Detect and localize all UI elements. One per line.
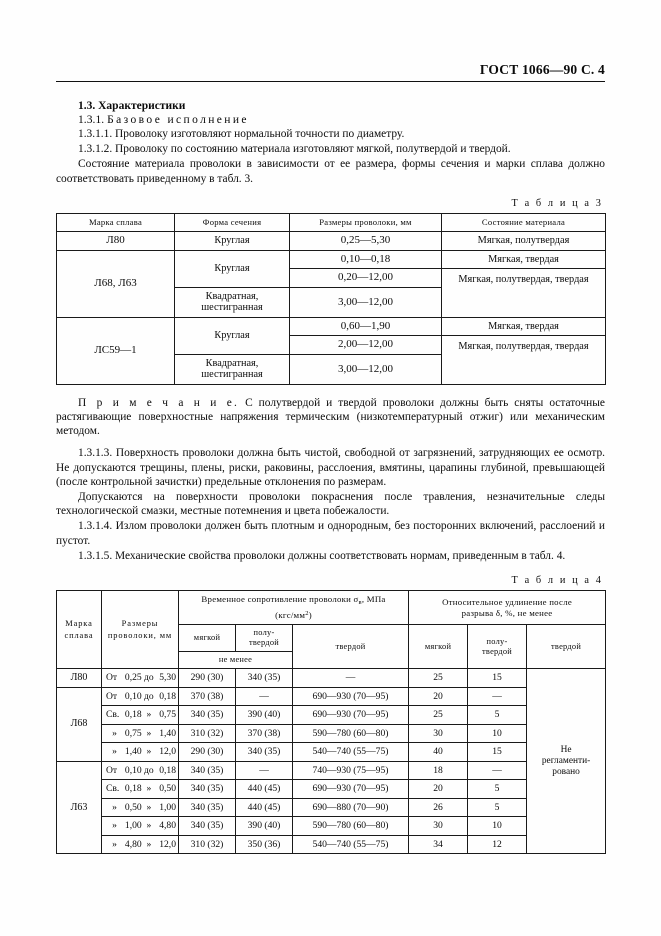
table-3 bbox=[56, 213, 606, 385]
table-row bbox=[57, 317, 606, 336]
cell-tensile-semi: 340 (35) bbox=[236, 669, 293, 688]
table-4 bbox=[56, 590, 606, 854]
table-row bbox=[57, 817, 606, 836]
th-elong-hard: твердой bbox=[527, 625, 606, 669]
cell-size bbox=[102, 706, 179, 725]
size-sep: до bbox=[144, 764, 154, 776]
table-row bbox=[57, 761, 606, 780]
size-prefix: От bbox=[106, 690, 118, 702]
size-range bbox=[106, 746, 176, 758]
cell-tensile-soft: 290 (30) bbox=[179, 669, 236, 688]
cell-tensile-semi: — bbox=[236, 687, 293, 706]
cell-shape: Круглая bbox=[175, 232, 290, 251]
cell-size: 3,00—12,00 bbox=[290, 287, 442, 317]
size-to: 4,80 bbox=[159, 820, 176, 832]
size-to: 12,0 bbox=[159, 838, 176, 850]
size-sep: » bbox=[146, 783, 152, 795]
table-row bbox=[57, 669, 606, 688]
cell-size: 0,25—5,30 bbox=[290, 232, 442, 251]
cell-mark: Л80 bbox=[57, 669, 102, 688]
size-to: 1,00 bbox=[159, 801, 176, 813]
th-elong-semi-2: твердой bbox=[482, 646, 513, 656]
cell-tensile-soft: 340 (35) bbox=[179, 706, 236, 725]
th-tensile-semi bbox=[236, 625, 293, 652]
cell-size bbox=[102, 743, 179, 762]
page-header bbox=[56, 62, 605, 82]
table-row bbox=[57, 724, 606, 743]
cell-elong-semi: 5 bbox=[468, 706, 527, 725]
cell-elong-semi: 5 bbox=[468, 780, 527, 799]
not-regulated-1: Не bbox=[560, 744, 572, 755]
size-sep: » bbox=[146, 709, 152, 721]
size-sep: до bbox=[144, 672, 154, 684]
size-to: 12,0 bbox=[159, 746, 176, 758]
th-size: Размеры проволоки, мм bbox=[290, 213, 442, 232]
table-4-caption: Т а б л и ц а 4 bbox=[511, 575, 603, 587]
cell-tensile-hard: 690—880 (70—90) bbox=[293, 798, 409, 817]
size-range bbox=[106, 765, 176, 777]
cell-elong-semi: 15 bbox=[468, 669, 527, 688]
cell-elong-semi: — bbox=[468, 761, 527, 780]
cell-tensile-semi: 390 (40) bbox=[236, 817, 293, 836]
cell-elong-soft: 18 bbox=[409, 761, 468, 780]
cell-tensile-semi: — bbox=[236, 761, 293, 780]
cell-tensile-semi: 390 (40) bbox=[236, 706, 293, 725]
cell-tensile-hard: 690—930 (70—95) bbox=[293, 780, 409, 799]
cell-size bbox=[102, 798, 179, 817]
size-from: 0,18 bbox=[124, 783, 142, 795]
th-tensile-soft: мягкой bbox=[179, 625, 236, 652]
size-to: 0,75 bbox=[159, 709, 176, 721]
th-tensile-hard: твердой bbox=[293, 625, 409, 669]
cell-tensile-hard: 690—930 (70—95) bbox=[293, 687, 409, 706]
size-prefix: » bbox=[112, 820, 117, 832]
cell-elong-soft: 30 bbox=[409, 724, 468, 743]
paragraph-allowed: Допускаются на поверхности проволоки покраснения после травления, незначительные следы технологической смазки, местные потемнения и цвета побежалости. bbox=[56, 491, 605, 518]
cell-size bbox=[102, 687, 179, 706]
cell-size bbox=[102, 817, 179, 836]
cell-elong-semi: 15 bbox=[468, 743, 527, 762]
cell-tensile-semi: 370 (38) bbox=[236, 724, 293, 743]
cell-mark: Л68 bbox=[57, 687, 102, 761]
size-prefix: » bbox=[112, 746, 117, 758]
cell-size: 3,00—12,00 bbox=[290, 354, 442, 384]
cell-shape: Квадратная, шестигранная bbox=[175, 287, 290, 317]
th-size bbox=[102, 591, 179, 669]
paragraph-1-3-1-1: 1.3.1.1. Проволоку изготовляют нормальной точности по диаметру. bbox=[78, 128, 405, 140]
paragraph-1-3-1-2: 1.3.1.2. Проволоку по состоянию материала изготовляют мягкой, полутвердой и твердой. bbox=[78, 143, 511, 156]
cell-tensile-soft: 310 (32) bbox=[179, 724, 236, 743]
size-sep: » bbox=[146, 820, 152, 832]
standard-designation: ГОСТ 1066—90 С. 4 bbox=[479, 62, 605, 77]
cell-size: 2,00—12,00 bbox=[290, 336, 442, 355]
paragraph-note bbox=[56, 396, 605, 439]
th-elong-part2: разрыва δ, %, не менее bbox=[461, 607, 553, 618]
cell-tensile-soft: 370 (38) bbox=[179, 687, 236, 706]
cell-tensile-soft: 340 (35) bbox=[179, 817, 236, 836]
paragraph-1-3-1-4: 1.3.1.4. Излом проволоки должен быть плотным и однородным, без посторонних включений, расслоений и пустот. bbox=[56, 520, 605, 547]
table-row bbox=[57, 835, 606, 854]
th-tensile-semi-2: твердой bbox=[248, 638, 280, 648]
cell-size bbox=[102, 724, 179, 743]
size-range bbox=[106, 672, 176, 684]
th-tensile-semi-1: полу- bbox=[253, 628, 275, 638]
size-range bbox=[106, 709, 176, 721]
size-from: 0,50 bbox=[124, 801, 142, 813]
size-range bbox=[106, 691, 176, 703]
cell-tensile-hard: 540—740 (55—75) bbox=[293, 743, 409, 762]
table-3-caption: Т а б л и ц а 3 bbox=[511, 197, 603, 209]
th-group-tensile-strength bbox=[179, 591, 409, 625]
table-row bbox=[57, 798, 606, 817]
table-row bbox=[57, 687, 606, 706]
cell-tensile-hard: 590—780 (60—80) bbox=[293, 817, 409, 836]
cell-elong-soft: 25 bbox=[409, 669, 468, 688]
not-regulated-2: регламенти- bbox=[541, 755, 591, 766]
th-tensile-part2: , МПа bbox=[361, 594, 386, 605]
size-to: 1,40 bbox=[159, 727, 176, 739]
size-to: 0,50 bbox=[159, 783, 176, 795]
size-from: 0,75 bbox=[124, 727, 142, 739]
size-from: 1,00 bbox=[124, 820, 142, 832]
th-not-less: не менее bbox=[179, 652, 293, 669]
cell-tensile-semi: 440 (45) bbox=[236, 780, 293, 799]
cell-shape: Квадратная, шестигранная bbox=[175, 354, 290, 384]
cell-size: 0,10—0,18 bbox=[290, 250, 442, 269]
cell-tensile-semi: 350 (36) bbox=[236, 835, 293, 854]
cell-elong-semi: 10 bbox=[468, 724, 527, 743]
table-row bbox=[57, 213, 606, 232]
cell-state: Мягкая, полутвердая, твердая bbox=[442, 336, 606, 385]
cell-size bbox=[102, 780, 179, 799]
cell-tensile-soft: 310 (32) bbox=[179, 835, 236, 854]
section-title-1-3-1 bbox=[78, 114, 605, 126]
cell-tensile-hard: 740—930 (75—95) bbox=[293, 761, 409, 780]
th-group-elongation bbox=[409, 591, 606, 625]
table-row bbox=[57, 250, 606, 269]
cell-mark: Л80 bbox=[57, 232, 175, 251]
paragraph-1-3-1-5: 1.3.1.5. Механические свойства проволоки должны соответствовать нормам, приведенным в табл. 4. bbox=[78, 549, 566, 562]
cell-tensile-soft: 340 (35) bbox=[179, 780, 236, 799]
size-prefix: Св. bbox=[106, 709, 120, 721]
th-mark: Марка сплава bbox=[57, 213, 175, 232]
size-from: 0,25 bbox=[124, 672, 142, 684]
cell-shape: Круглая bbox=[175, 317, 290, 354]
cell-state: Мягкая, твердая bbox=[442, 250, 606, 269]
cell-elong-semi: — bbox=[468, 687, 527, 706]
size-range bbox=[106, 802, 176, 814]
size-from: 0,18 bbox=[124, 709, 142, 721]
size-range bbox=[106, 820, 176, 832]
table-row bbox=[57, 743, 606, 762]
size-sep: » bbox=[146, 727, 152, 739]
table-row bbox=[57, 780, 606, 799]
section-number: 1.3.1. bbox=[78, 114, 105, 126]
cell-tensile-hard: — bbox=[293, 669, 409, 688]
th-tensile-units-end: ) bbox=[308, 610, 312, 621]
cell-elong-soft: 40 bbox=[409, 743, 468, 762]
cell-tensile-soft: 290 (30) bbox=[179, 743, 236, 762]
cell-mark: ЛС59—1 bbox=[57, 317, 175, 384]
th-size-label: Размеры проволоки, мм bbox=[107, 619, 173, 640]
size-prefix: » bbox=[112, 838, 117, 850]
page-content bbox=[56, 62, 605, 854]
not-regulated-3: ровано bbox=[552, 766, 580, 777]
size-prefix: От bbox=[106, 672, 118, 684]
cell-state: Мягкая, полутвердая bbox=[442, 232, 606, 251]
th-elong-semi-1: полу- bbox=[486, 636, 508, 646]
size-sep: » bbox=[146, 801, 152, 813]
size-prefix: От bbox=[106, 764, 118, 776]
cell-elong-soft: 26 bbox=[409, 798, 468, 817]
size-from: 0,10 bbox=[124, 690, 142, 702]
section-label: Базовое исполнение bbox=[107, 114, 249, 126]
cell-elong-soft: 30 bbox=[409, 817, 468, 836]
cell-size bbox=[102, 761, 179, 780]
paragraph-material-state: Состояние материала проволоки в зависимости от ее размера, формы сечения и марки сплава должно соответствовать приведенному в табл. 3. bbox=[56, 158, 605, 185]
size-from: 4,80 bbox=[124, 838, 142, 850]
cell-state: Мягкая, твердая bbox=[442, 317, 606, 336]
cell-elong-semi: 10 bbox=[468, 817, 527, 836]
size-prefix: » bbox=[112, 801, 117, 813]
table-row bbox=[57, 706, 606, 725]
th-tensile-units-sup: 2 bbox=[305, 610, 309, 618]
th-elong-soft: мягкой bbox=[409, 625, 468, 669]
cell-elong-soft: 20 bbox=[409, 780, 468, 799]
cell-shape: Круглая bbox=[175, 250, 290, 287]
cell-elong-soft: 25 bbox=[409, 706, 468, 725]
cell-elong-semi: 5 bbox=[468, 798, 527, 817]
cell-elong-soft: 34 bbox=[409, 835, 468, 854]
cell-tensile-hard: 690—930 (70—95) bbox=[293, 706, 409, 725]
cell-size bbox=[102, 669, 179, 688]
th-elong-part1: Относительное удлинение после bbox=[442, 596, 573, 607]
size-to: 0,18 bbox=[159, 690, 176, 702]
th-mark-label: Марка сплава bbox=[64, 619, 94, 640]
cell-not-regulated bbox=[527, 669, 606, 854]
size-range bbox=[106, 783, 176, 795]
table-row bbox=[57, 232, 606, 251]
size-sep: до bbox=[144, 690, 154, 702]
size-prefix: Св. bbox=[106, 783, 120, 795]
size-sep: » bbox=[146, 746, 152, 758]
cell-mark: Л63 bbox=[57, 761, 102, 854]
th-shape: Форма сечения bbox=[175, 213, 290, 232]
th-elong-semi bbox=[468, 625, 527, 669]
note-body: С полутвердой и твердой проволоки должны быть сняты остаточные растягивающие поверхностные напряжения термическим (низкотемпературный отжиг) или механическим методом. bbox=[56, 396, 605, 438]
cell-elong-semi: 12 bbox=[468, 835, 527, 854]
table-row bbox=[57, 591, 606, 625]
size-from: 1,40 bbox=[124, 746, 142, 758]
cell-state: Мягкая, полутвердая, твердая bbox=[442, 269, 606, 318]
th-tensile-part1: Временное сопротивление проволоки σ bbox=[201, 594, 359, 605]
size-to: 0,18 bbox=[159, 764, 176, 776]
cell-tensile-hard: 590—780 (60—80) bbox=[293, 724, 409, 743]
th-tensile-subscript: в bbox=[358, 599, 362, 607]
cell-tensile-soft: 340 (35) bbox=[179, 761, 236, 780]
size-range bbox=[106, 839, 176, 851]
cell-tensile-semi: 340 (35) bbox=[236, 743, 293, 762]
note-label: П р и м е ч а н и е. bbox=[78, 396, 240, 409]
size-sep: » bbox=[146, 838, 152, 850]
cell-size: 0,20—12,00 bbox=[290, 269, 442, 288]
cell-size bbox=[102, 835, 179, 854]
cell-size: 0,60—1,90 bbox=[290, 317, 442, 336]
section-title-1-3: 1.3. Характеристики bbox=[78, 100, 186, 112]
cell-tensile-hard: 540—740 (55—75) bbox=[293, 835, 409, 854]
size-from: 0,10 bbox=[124, 764, 142, 776]
size-prefix: » bbox=[112, 727, 117, 739]
th-mark bbox=[57, 591, 102, 669]
cell-tensile-soft: 340 (35) bbox=[179, 798, 236, 817]
th-state: Состояние материала bbox=[442, 213, 606, 232]
size-range bbox=[106, 728, 176, 740]
cell-mark: Л68, Л63 bbox=[57, 250, 175, 317]
cell-elong-soft: 20 bbox=[409, 687, 468, 706]
th-tensile-units: (кгс/мм bbox=[275, 610, 306, 621]
paragraph-1-3-1-3: 1.3.1.3. Поверхность проволоки должна быть чистой, свободной от загрязнений, затрудняющих ее осмотр. Не допускаются трещины, плены, риски, раковины, расслоения, вмятины, царапины глубиной, превышающей (после контрольной зачистки) предельные отклонения по размерам. bbox=[56, 447, 605, 488]
cell-tensile-semi: 440 (45) bbox=[236, 798, 293, 817]
size-to: 5,30 bbox=[159, 672, 176, 684]
